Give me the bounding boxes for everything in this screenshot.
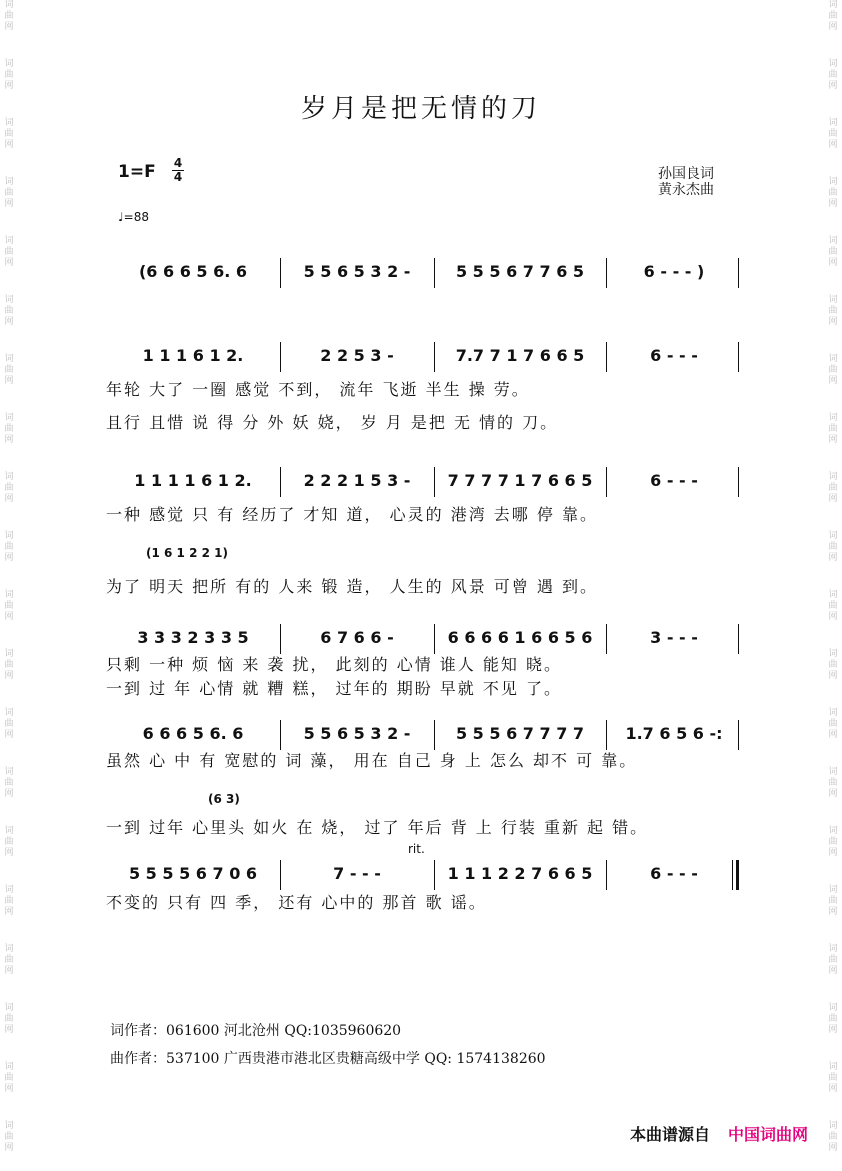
watermark-char: 词 [4,944,14,954]
score-row [106,720,742,748]
watermark-char: 词 [828,118,838,128]
bracket-notes-2: (6 3) [208,792,240,806]
measure: 6 - - - ) [643,261,705,281]
song-title: 岁月是把无情的刀 [300,94,541,124]
watermark-char: 曲 [4,1132,14,1142]
watermark-char: 曲 [828,1132,838,1142]
watermark-char: 网 [828,199,838,209]
lyricist-credit: 孙国良词 [658,166,714,182]
composer-credit: 黄永杰曲 [658,182,714,198]
watermark-char: 曲 [4,837,14,847]
final-barline [738,342,739,372]
watermark-char: 曲 [828,365,838,375]
barline [280,467,281,497]
measure: 2 2 5 3 - [320,345,394,365]
watermark-group [828,236,837,269]
watermark-char: 词 [4,295,14,305]
watermark-group [828,1121,837,1154]
measure: 6 - - - [650,470,698,490]
barline [606,624,607,654]
measure: 5 5 5 5 6 7 0 6 [128,863,258,883]
watermark-char: 网 [4,22,14,32]
final-barline [738,624,739,654]
lyric-line: 一种 感觉 只 有 经历了 才知 道， 心灵的 港湾 去哪 停 靠。 [106,505,598,524]
watermark-char: 词 [4,118,14,128]
watermark-char: 词 [828,1003,838,1013]
watermark-char: 词 [828,531,838,541]
watermark-group [828,0,837,33]
watermark-group [828,413,837,446]
watermark-char: 网 [4,789,14,799]
watermark-char: 网 [4,907,14,917]
measure: 5 5 5 6 7 7 7 7 [455,723,585,743]
watermark-char: 曲 [828,424,838,434]
watermark-char: 词 [828,295,838,305]
watermark-group [828,767,837,800]
watermark-char: 网 [828,789,838,799]
watermark-char: 曲 [4,719,14,729]
watermark-char: 曲 [4,896,14,906]
watermark-group [828,590,837,623]
watermark-char: 网 [4,317,14,327]
barline [280,624,281,654]
watermark-char: 网 [828,671,838,681]
measure: (6 6 6 5 6. 6 [138,261,248,281]
watermark-char: 网 [4,435,14,445]
watermark-char: 网 [828,730,838,740]
watermark-group [828,885,837,918]
watermark-char: 词 [828,413,838,423]
key-signature: 1=F [118,162,156,182]
watermark-char: 词 [4,1121,14,1131]
measure: 6 7 6 6 - [320,627,394,647]
watermark-char: 曲 [828,542,838,552]
watermark-char: 曲 [4,70,14,80]
watermark-char: 网 [828,81,838,91]
watermark-char: 曲 [828,1073,838,1083]
watermark-group [4,236,13,269]
watermark-char: 词 [828,472,838,482]
watermark-group [828,1003,837,1036]
watermark-group [4,295,13,328]
measure: 3 - - - [650,627,698,647]
watermark-group [4,885,13,918]
watermark-char: 曲 [828,70,838,80]
watermark-char: 词 [828,767,838,777]
watermark-char: 网 [828,612,838,622]
watermark-char: 词 [828,1121,838,1131]
watermark-char: 网 [828,907,838,917]
barline [280,342,281,372]
lyric-line: 年轮 大了 一圈 感觉 不到， 流年 飞逝 半生 操 劳。 [106,380,530,399]
measure: 5 5 5 6 7 7 6 5 [455,261,585,281]
watermark-char: 曲 [4,129,14,139]
watermark-char: 曲 [4,601,14,611]
watermark-char: 网 [4,671,14,681]
score-row [106,624,742,652]
watermark-char: 网 [4,848,14,858]
watermark-char: 曲 [828,1014,838,1024]
lyric-line: 为了 明天 把所 有的 人来 锻 造， 人生的 风景 可曾 遇 到。 [106,577,598,596]
score-row [106,258,742,286]
watermark-char: 网 [828,966,838,976]
watermark-char: 词 [4,531,14,541]
watermark-char: 词 [4,1003,14,1013]
watermark-group [4,354,13,387]
lyric-line: 只剩 一种 烦 恼 来 袭 扰， 此刻的 心情 谁人 能知 晓。 [106,655,562,674]
watermark-char: 曲 [4,247,14,257]
watermark-char: 词 [828,177,838,187]
watermark-group [4,767,13,800]
watermark-char: 曲 [828,719,838,729]
measure: 1.7 6 5 6 -: [625,723,723,743]
tempo-marking: ♩=88 [118,210,149,224]
barline [606,860,607,890]
measure: 6 6 6 5 6. 6 [142,723,244,743]
watermark-char: 网 [4,1143,14,1153]
watermark-char: 词 [828,590,838,600]
watermark-char: 曲 [4,306,14,316]
watermark-char: 词 [828,826,838,836]
watermark-group [828,944,837,977]
watermark-char: 词 [4,177,14,187]
watermark-char: 曲 [828,11,838,21]
measure: 6 - - - [650,863,698,883]
watermark-group [4,826,13,859]
lyric-line: 一到 过 年 心情 就 糟 糕， 过年的 期盼 早就 不见 了。 [106,679,562,698]
watermark-char: 网 [4,81,14,91]
watermark-char: 网 [828,494,838,504]
watermark-char: 词 [828,354,838,364]
watermark-group [4,1121,13,1154]
measure: 5 5 6 5 3 2 - [303,723,411,743]
watermark-char: 网 [4,1084,14,1094]
watermark-char: 词 [4,649,14,659]
watermark-char: 词 [4,354,14,364]
watermark-left [2,0,16,1171]
watermark-group [4,590,13,623]
watermark-group [4,0,13,33]
source-label: 本曲谱源自 [629,1125,710,1144]
watermark-group [4,649,13,682]
barline [434,720,435,750]
barline [280,258,281,288]
watermark-char: 曲 [828,483,838,493]
watermark-char: 曲 [828,247,838,257]
time-signature-bottom: 4 [173,170,183,184]
source-brand-link[interactable]: 中国词曲网 [727,1125,808,1144]
measure: 6 6 6 6 1 6 6 5 6 [447,627,593,647]
lyric-line: 虽然 心 中 有 宽慰的 词 藻， 用在 自己 身 上 怎么 却不 可 靠。 [106,751,638,770]
watermark-char: 网 [828,435,838,445]
watermark-char: 词 [4,59,14,69]
lyric-line: 不变的 只有 四 季， 还有 心中的 那首 歌 谣。 [106,893,487,912]
watermark-group [828,826,837,859]
watermark-char: 词 [4,0,14,10]
watermark-char: 曲 [4,188,14,198]
final-barline [732,860,733,890]
watermark-char: 网 [828,848,838,858]
footer-lyricist-info: 词作者：061600 河北沧州 QQ:1035960620 [110,1023,402,1039]
watermark-char: 曲 [828,837,838,847]
barline [434,467,435,497]
watermark-group [828,472,837,505]
score-row [106,467,742,495]
watermark-char: 网 [4,258,14,268]
measure: 1 1 1 1 6 1 2. [134,470,252,490]
ritardando-mark: rit. [408,842,425,856]
final-barline [738,258,739,288]
lyric-line: 且行 且惜 说 得 分 外 妖 娆， 岁 月 是把 无 情的 刀。 [106,413,559,432]
watermark-char: 网 [4,199,14,209]
score-row [106,860,742,888]
watermark-char: 词 [4,767,14,777]
barline [606,342,607,372]
watermark-char: 网 [4,612,14,622]
watermark-group [4,944,13,977]
lyric-line: 一到 过年 心里头 如火 在 烧， 过了 年后 背 上 行装 重新 起 错。 [106,818,649,837]
measure: 7 7 7 7 1 7 6 6 5 [447,470,593,490]
watermark-char: 网 [828,317,838,327]
barline [606,258,607,288]
watermark-char: 词 [4,236,14,246]
watermark-char: 词 [828,1062,838,1072]
watermark-char: 曲 [4,778,14,788]
watermark-char: 词 [4,590,14,600]
footer-composer-info: 曲作者：537100 广西贵港市港北区贵糖高级中学 QQ: 1574138260 [110,1051,546,1067]
watermark-group [4,1062,13,1095]
watermark-char: 曲 [4,424,14,434]
bracket-notes: (1 6 1 2 2 1) [146,546,228,560]
watermark-char: 词 [828,0,838,10]
watermark-char: 曲 [4,542,14,552]
measure: 3 3 3 2 3 3 5 [137,627,249,647]
watermark-char: 网 [828,1084,838,1094]
watermark-char: 网 [828,1025,838,1035]
watermark-char: 网 [828,1143,838,1153]
watermark-char: 词 [828,944,838,954]
watermark-char: 曲 [4,1073,14,1083]
watermark-group [4,531,13,564]
watermark-char: 词 [828,236,838,246]
barline [434,342,435,372]
watermark-group [4,177,13,210]
barline [434,624,435,654]
watermark-group [4,472,13,505]
watermark-char: 曲 [828,129,838,139]
watermark-char: 曲 [828,778,838,788]
watermark-char: 网 [828,140,838,150]
watermark-char: 曲 [828,896,838,906]
watermark-char: 曲 [828,601,838,611]
measure: 5 5 6 5 3 2 - [303,261,411,281]
watermark-right [826,0,840,1171]
watermark-char: 词 [828,649,838,659]
final-barline [738,720,739,750]
credits [658,166,714,198]
watermark-char: 曲 [4,955,14,965]
watermark-char: 网 [828,553,838,563]
watermark-char: 曲 [4,660,14,670]
measure: 7 - - - [333,863,381,883]
watermark-char: 曲 [4,365,14,375]
watermark-group [828,177,837,210]
watermark-char: 词 [4,1062,14,1072]
watermark-char: 词 [4,708,14,718]
watermark-group [828,649,837,682]
watermark-char: 曲 [4,1014,14,1024]
watermark-char: 网 [4,494,14,504]
watermark-char: 词 [4,826,14,836]
measure: 6 - - - [650,345,698,365]
barline [434,860,435,890]
watermark-group [828,295,837,328]
watermark-group [828,531,837,564]
watermark-group [828,1062,837,1095]
time-signature [172,157,184,184]
source-attribution [630,1122,808,1145]
watermark-char: 曲 [828,660,838,670]
watermark-char: 词 [4,413,14,423]
watermark-char: 网 [4,966,14,976]
time-signature-top: 4 [173,156,183,170]
watermark-char: 曲 [828,306,838,316]
watermark-char: 曲 [4,11,14,21]
watermark-char: 网 [828,22,838,32]
measure: 1 1 1 6 1 2. [142,345,244,365]
watermark-group [4,708,13,741]
watermark-char: 词 [4,472,14,482]
watermark-char: 网 [828,376,838,386]
watermark-char: 词 [828,59,838,69]
score-row [106,342,742,370]
barline [434,258,435,288]
watermark-char: 网 [4,553,14,563]
watermark-char: 词 [828,708,838,718]
measure: 1 1 1 2 2 7 6 6 5 [447,863,593,883]
final-barline [738,467,739,497]
watermark-char: 网 [828,258,838,268]
watermark-char: 词 [4,885,14,895]
barline [280,720,281,750]
watermark-char: 曲 [828,188,838,198]
barline [606,720,607,750]
watermark-group [828,708,837,741]
watermark-group [828,354,837,387]
watermark-char: 网 [4,730,14,740]
barline [280,860,281,890]
watermark-char: 网 [4,376,14,386]
barline [606,467,607,497]
measure: 7.7 7 1 7 6 6 5 [455,345,585,365]
measure: 2 2 2 1 5 3 - [303,470,411,490]
watermark-group [4,413,13,446]
watermark-char: 网 [4,1025,14,1035]
watermark-char: 词 [828,885,838,895]
watermark-char: 网 [4,140,14,150]
watermark-char: 曲 [828,955,838,965]
watermark-char: 曲 [4,483,14,493]
watermark-group [4,1003,13,1036]
